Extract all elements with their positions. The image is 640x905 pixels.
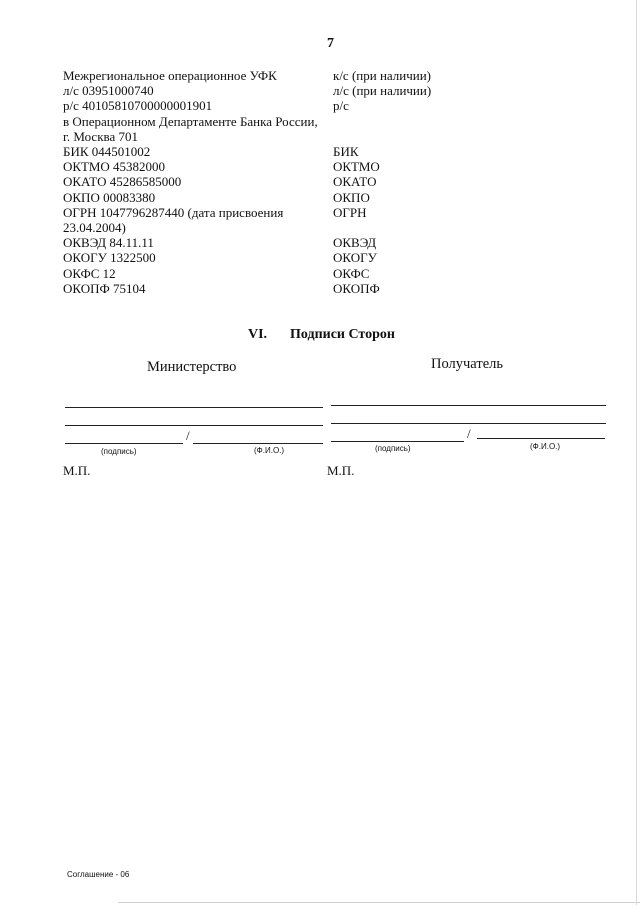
requisite-label: ОКПО [333, 189, 370, 205]
signature-separator: / [467, 426, 471, 441]
requisite-line: ОКВЭД 84.11.11 [63, 235, 154, 251]
stamp-label-ministry: М.П. [63, 463, 91, 478]
requisite-label: л/с (при наличии) [333, 83, 432, 99]
requisite-line: ОКОГУ 1322500 [63, 250, 156, 266]
requisite-label: ОКАТО [333, 174, 377, 190]
requisite-line: ОКФС 12 [63, 265, 116, 281]
scan-edge [636, 0, 637, 905]
requisite-label: р/с [333, 98, 349, 114]
requisite-label: ОКОПФ [333, 280, 380, 296]
requisite-line: в Операционном Департаменте Банка России, г. Москва 701 [63, 113, 318, 144]
signature-separator: / [186, 428, 190, 443]
document-footer: Соглашение - 06 [67, 870, 130, 879]
name-caption: (Ф.И.О.) [254, 446, 285, 455]
signature-line [331, 405, 606, 406]
signature-line [331, 423, 606, 424]
section-heading [248, 327, 395, 343]
requisite-spacer [333, 114, 573, 129]
signature-field [331, 441, 464, 442]
signature-caption: (подпись) [101, 447, 137, 456]
name-caption: (Ф.И.О.) [530, 442, 561, 451]
requisite-line: БИК 044501002 [63, 144, 151, 160]
signature-line [65, 425, 323, 426]
section-number: VI. [248, 327, 268, 342]
ministry-requisites [63, 68, 323, 296]
requisite-line: Межрегиональное операционное УФК [63, 68, 277, 83]
requisite-line: ОКОПФ 75104 [63, 280, 146, 296]
scan-edge [118, 902, 640, 903]
requisite-label: ОКТМО [333, 159, 380, 175]
requisite-label: ОКФС [333, 265, 370, 281]
requisite-spacer [333, 220, 573, 235]
party-ministry: Министерство [147, 359, 237, 375]
signature-caption: (подпись) [375, 444, 411, 453]
requisite-line: ОКПО 00083380 [63, 189, 156, 205]
page-number: 7 [327, 36, 334, 51]
signature-line [65, 407, 323, 408]
requisite-label: БИК [333, 143, 359, 159]
requisite-line: ОКТМО 45382000 [63, 159, 166, 175]
requisite-label: ОКОГУ [333, 250, 377, 266]
name-field [477, 438, 605, 439]
signature-field [65, 443, 183, 444]
requisite-line: ОГРН 1047796287440 (дата присвоения 23.04.2004) [63, 204, 284, 236]
requisite-label: ОГРН [333, 204, 367, 220]
requisite-spacer [333, 129, 573, 144]
stamp-label-recipient: М.П. [327, 463, 355, 478]
requisite-line: л/с 03951000740 [63, 83, 154, 99]
section-title: Подписи Сторон [290, 327, 395, 342]
requisite-label: ОКВЭД [333, 235, 377, 251]
name-field [193, 443, 323, 444]
requisite-label: к/с (при наличии) [333, 68, 432, 83]
recipient-requisites [333, 68, 573, 296]
party-recipient: Получатель [431, 356, 503, 372]
requisite-line: ОКАТО 45286585000 [63, 174, 182, 190]
requisite-line: р/с 40105810700000001901 [63, 98, 213, 114]
